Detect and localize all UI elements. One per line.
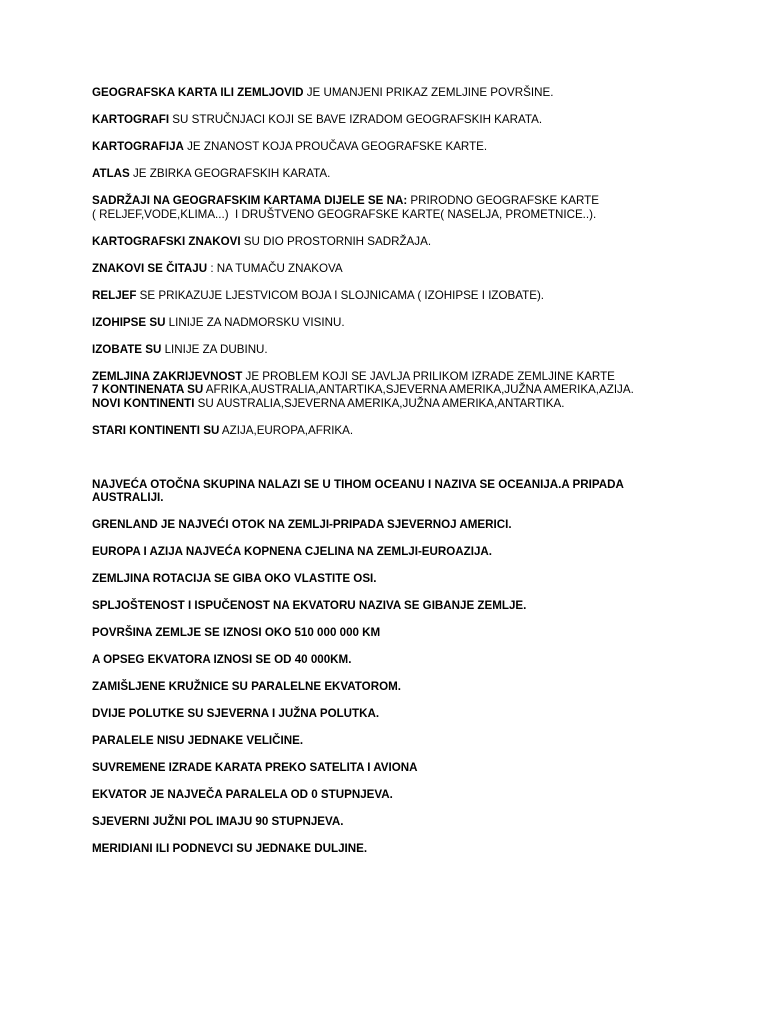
document-page <box>92 86 692 869</box>
definition-text: PRIRODNO GEOGRAFSKE KARTE ( RELJEF,VODE,KLIMA...) I DRUŠTVENO GEOGRAFSKE KARTE( NASELJA, PROMETNICE..). <box>92 194 599 221</box>
continents-line <box>92 397 692 411</box>
definitions-section <box>92 86 692 437</box>
section-spacer <box>92 451 692 478</box>
continents-term: 7 KONTINENATA SU <box>92 383 204 396</box>
fact-paragraph: ZEMLJINA ROTACIJA SE GIBA OKO VLASTITE OSI. <box>92 572 377 585</box>
definition-term: KARTOGRAFI <box>92 113 170 126</box>
fact-paragraph: SJEVERNI JUŽNI POL IMAJU 90 STUPNJEVA. <box>92 815 344 828</box>
old-continents-text: AZIJA,EUROPA,AFRIKA. <box>219 423 354 437</box>
definition-paragraph <box>92 140 692 154</box>
definition-paragraph <box>92 194 692 221</box>
definition-paragraph <box>92 262 692 276</box>
fact-paragraph: PARALELE NISU JEDNAKE VELIČINE. <box>92 734 304 747</box>
definition-term: KARTOGRAFIJA <box>92 140 184 153</box>
continents-text: SU AUSTRALIA,SJEVERNA AMERIKA,JUŽNA AMERIKA,ANTARTIKA. <box>194 396 565 410</box>
definition-term: ZNAKOVI SE ČITAJU <box>92 261 208 275</box>
definition-text: SE PRIKAZUJE LJESTVICOM BOJA I SLOJNICAMA ( IZOHIPSE I IZOBATE). <box>136 288 545 302</box>
definition-paragraph <box>92 316 692 330</box>
definition-term: SADRŽAJI NA GEOGRAFSKIM KARTAMA DIJELE SE NA: <box>92 194 408 207</box>
continents-line <box>92 370 692 384</box>
fact-paragraph: NAJVEĆA OTOČNA SKUPINA NALAZI SE U TIHOM OCEANU I NAZIVA SE OCEANIJA.A PRIPADA AUSTRALIJI. <box>92 477 627 504</box>
old-continents-term: STARI KONTINENTI SU <box>92 423 220 437</box>
definition-text: SU STRUČNJACI KOJI SE BAVE IZRADOM GEOGRAFSKIH KARATA. <box>169 113 543 126</box>
definition-paragraph <box>92 86 692 100</box>
facts-section <box>92 478 692 856</box>
fact-paragraph: POVRŠINA ZEMLJE SE IZNOSI OKO 510 000 000 KM <box>92 626 381 639</box>
definition-term: IZOHIPSE SU <box>92 315 166 329</box>
definition-text: : NA TUMAČU ZNAKOVA <box>207 261 343 275</box>
fact-paragraph: A OPSEG EKVATORA IZNOSI SE OD 40 000KM. <box>92 653 352 666</box>
definition-paragraph <box>92 235 692 249</box>
definition-paragraph <box>92 343 692 357</box>
fact-paragraph: MERIDIANI ILI PODNEVCI SU JEDNAKE DULJINE. <box>92 842 368 855</box>
fact-paragraph: DVIJE POLUTKE SU SJEVERNA I JUŽNA POLUTKA. <box>92 707 380 720</box>
old-continents-paragraph <box>92 424 692 438</box>
definition-text: LINIJE ZA NADMORSKU VISINU. <box>165 315 345 329</box>
fact-paragraph: GRENLAND JE NAJVEĆI OTOK NA ZEMLJI-PRIPADA SJEVERNOJ AMERICI. <box>92 518 512 531</box>
fact-paragraph: EUROPA I AZIJA NAJVEĆA KOPNENA CJELINA NA ZEMLJI-EUROAZIJA. <box>92 545 493 558</box>
definition-text: JE ZNANOST KOJA PROUČAVA GEOGRAFSKE KARTE. <box>183 140 488 153</box>
continents-line <box>92 383 692 397</box>
definition-text: JE ZBIRKA GEOGRAFSKIH KARATA. <box>129 167 331 180</box>
definition-text: SU DIO PROSTORNIH SADRŽAJA. <box>240 234 432 248</box>
definition-term: ATLAS <box>92 167 130 180</box>
definition-paragraph <box>92 167 692 181</box>
definition-paragraph <box>92 289 692 303</box>
definition-term: IZOBATE SU <box>92 342 162 356</box>
definition-text: JE UMANJENI PRIKAZ ZEMLJINE POVRŠINE. <box>303 86 554 99</box>
definition-term: RELJEF <box>92 288 137 302</box>
continents-text: JE PROBLEM KOJI SE JAVLJA PRILIKOM IZRADE ZEMLJINE KARTE <box>242 369 615 383</box>
definition-text: LINIJE ZA DUBINU. <box>161 342 268 356</box>
continents-text: AFRIKA,AUSTRALIA,ANTARTIKA,SJEVERNA AMERIKA,JUŽNA AMERIKA,AZIJA. <box>203 383 634 396</box>
fact-paragraph: SPLJOŠTENOST I ISPUČENOST NA EKVATORU NAZIVA SE GIBANJE ZEMLJE. <box>92 599 527 612</box>
fact-paragraph: SUVREMENE IZRADE KARATA PREKO SATELITA I AVIONA <box>92 761 418 774</box>
definition-paragraph <box>92 113 692 127</box>
definition-term: KARTOGRAFSKI ZNAKOVI <box>92 234 241 248</box>
fact-paragraph: ZAMIŠLJENE KRUŽNICE SU PARALELNE EKVATOROM. <box>92 680 401 693</box>
definition-term: GEOGRAFSKA KARTA ILI ZEMLJOVID <box>92 86 304 99</box>
continents-term: ZEMLJINA ZAKRIJEVNOST <box>92 369 243 383</box>
continents-term: NOVI KONTINENTI <box>92 396 195 410</box>
fact-paragraph: EKVATOR JE NAJVEČA PARALELA OD 0 STUPNJEVA. <box>92 788 393 801</box>
